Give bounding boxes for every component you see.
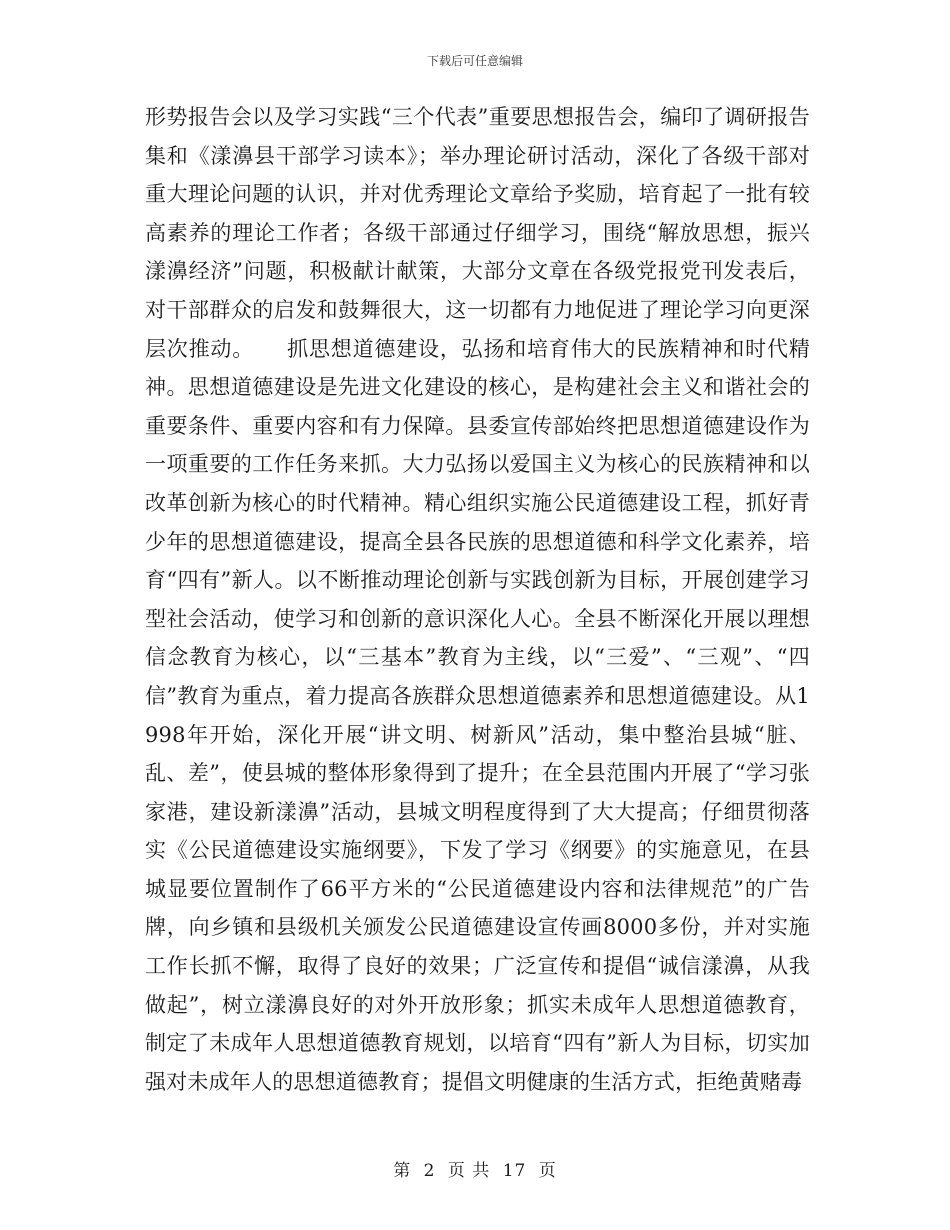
- page-number-suffix: 页: [538, 1161, 557, 1181]
- total-page-number: 17: [502, 1161, 527, 1181]
- body-paragraph: 形势报告会以及学习实践“三个代表”重要思想报告会，编印了调研报告集和《漾濞县干部学习读本》；举办理论研讨活动，深化了各级干部对重大理论问题的认识，并对优秀理论文章给予奖励，培育起了一批有较高素养的理论工作者；各级干部通过仔细学习，围绕“解放思想，振兴漾濞经济”问题，积极献计献策，大部分文章在各级党报党刊发表后，对干部群众的启发和鼓舞很大，这一切都有力地促进了理论学习向更深层次推动。 抓思想道德建设，弘扬和培育伟大的民族精神和时代精神。思想道德建设是先进文化建设的核心，是构建社会主义和谐社会的重要条件、重要内容和有力保障。县委宣传部始终把思想道德建设作为一项重要的工作任务来抓。大力弘扬以爱国主义为核心的民族精神和以改革创新为核心的时代精神。精心组织实施公民道德建设工程，抓好青少年的思想道德建设，提高全县各民族的思想道德和科学文化素养，培育“四有”新人。以不断推动理论创新与实践创新为目标，开展创建学习型社会活动，使学习和创新的意识深化人心。全县不断深化开展以理想信念教育为核心，以“三基本”教育为主线，以“三爱”、“三观”、“四信”教育为重点，着力提高各族群众思想道德素养和思想道德建设。从1998年开始，深化开展“讲文明、树新风”活动，集中整治县城“脏、乱、差”，使县城的整体形象得到了提升；在全县范围内开展了“学习张家港，建设新漾濞”活动，县城文明程度得到了大大提高；仔细贯彻落实《公民道德建设实施纲要》，下发了学习《纲要》的实施意见，在县城显要位置制作了66平方米的“公民道德建设内容和法律规范”的广告牌，向乡镇和县级机关颁发公民道德建设宣传画8000多份，并对实施工作长抓不懈，取得了良好的效果；广泛宣传和提倡“诚信漾濞，从我做起”，树立漾濞良好的对外开放形象；抓实未成年人思想道德教育，制定了未成年人思想道德教育规划，以培育“四有”新人为目标，切实加强对未成年人的思想道德教育；提倡文明健康的生活方式，拒绝黄赌毒: [145, 105, 810, 1094]
- page-number-middle: 页 共: [447, 1161, 491, 1181]
- page-footer: [0, 1156, 950, 1181]
- page-header: 下载后可任意编辑: [426, 54, 523, 68]
- page-number-prefix: 第: [393, 1161, 412, 1181]
- current-page-number: 2: [423, 1161, 436, 1181]
- document-body: [145, 98, 810, 1101]
